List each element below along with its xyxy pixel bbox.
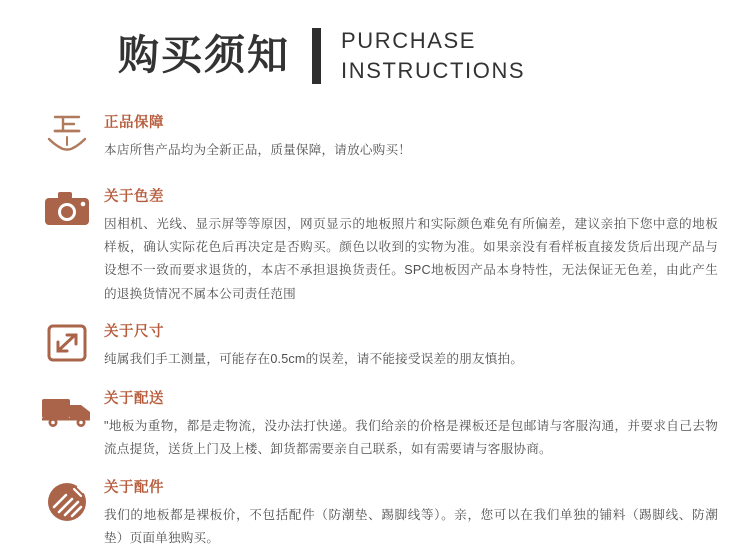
truck-icon	[30, 387, 104, 429]
section-color-text	[104, 185, 726, 306]
section-shipping	[30, 387, 726, 462]
camera-icon	[30, 185, 104, 229]
section-size-title: 关于尺寸	[104, 323, 164, 340]
genuine-seal-icon	[30, 111, 104, 157]
accessories-icon	[30, 476, 104, 524]
section-accessories-text	[104, 476, 726, 550]
page-header	[0, 0, 750, 103]
section-shipping-title: 关于配送	[104, 391, 164, 408]
section-color-title: 关于色差	[104, 188, 164, 205]
page-title-en	[341, 26, 525, 85]
section-color	[30, 185, 726, 306]
page-title-cn: 购买须知	[118, 31, 290, 80]
section-quality-body: 本店所售产品均为全新正品，质量保障，请放心购买！	[104, 143, 412, 158]
sections-list	[0, 103, 750, 550]
section-size-text	[104, 320, 726, 371]
section-accessories	[30, 476, 726, 550]
section-size	[30, 320, 726, 371]
page-title-en-line1: PURCHASE	[341, 28, 477, 53]
section-shipping-text	[104, 387, 726, 462]
section-quality-title: 正品保障	[104, 115, 164, 132]
section-accessories-title: 关于配件	[104, 479, 164, 496]
section-color-body: 因相机、光线、显示屏等等原因，网页显示的地板照片和实际颜色难免有所偏差，建议亲拍下您中意的地板样板，确认实际花色后再决定是否购买。颜色以收到的实物为准。如果亲没有看样板直接发货后出现产品与设想不一致而要求退货的，本店不承担退换货责任。SPC地板因产品本身特性，无法保证无色差，由此产生的退换货情况不属本公司责任范围	[104, 216, 718, 301]
section-accessories-body: 我们的地板都是裸板价，不包括配件（防潮垫、踢脚线等）。亲，您可以在我们单独的铺料（踢脚线、防潮垫）页面单独购买。	[104, 507, 718, 546]
section-quality-text	[104, 111, 726, 162]
section-quality	[30, 111, 726, 162]
page-title-en-line2: INSTRUCTIONS	[341, 57, 526, 83]
section-shipping-body: "地板为重物，都是走物流，没办法打快递。我们给亲的价格是裸板还是包邮请与客服沟通，并要求自己去物流点提货，送货上门及上楼、卸货都需要亲自己联系，如有需要请与客服协商。	[104, 419, 718, 457]
resize-arrows-icon	[30, 320, 104, 364]
title-divider-bar	[312, 28, 321, 84]
section-size-body: 纯属我们手工测量，可能存在0.5cm的误差，请不能接受误差的朋友慎拍。	[104, 351, 524, 366]
